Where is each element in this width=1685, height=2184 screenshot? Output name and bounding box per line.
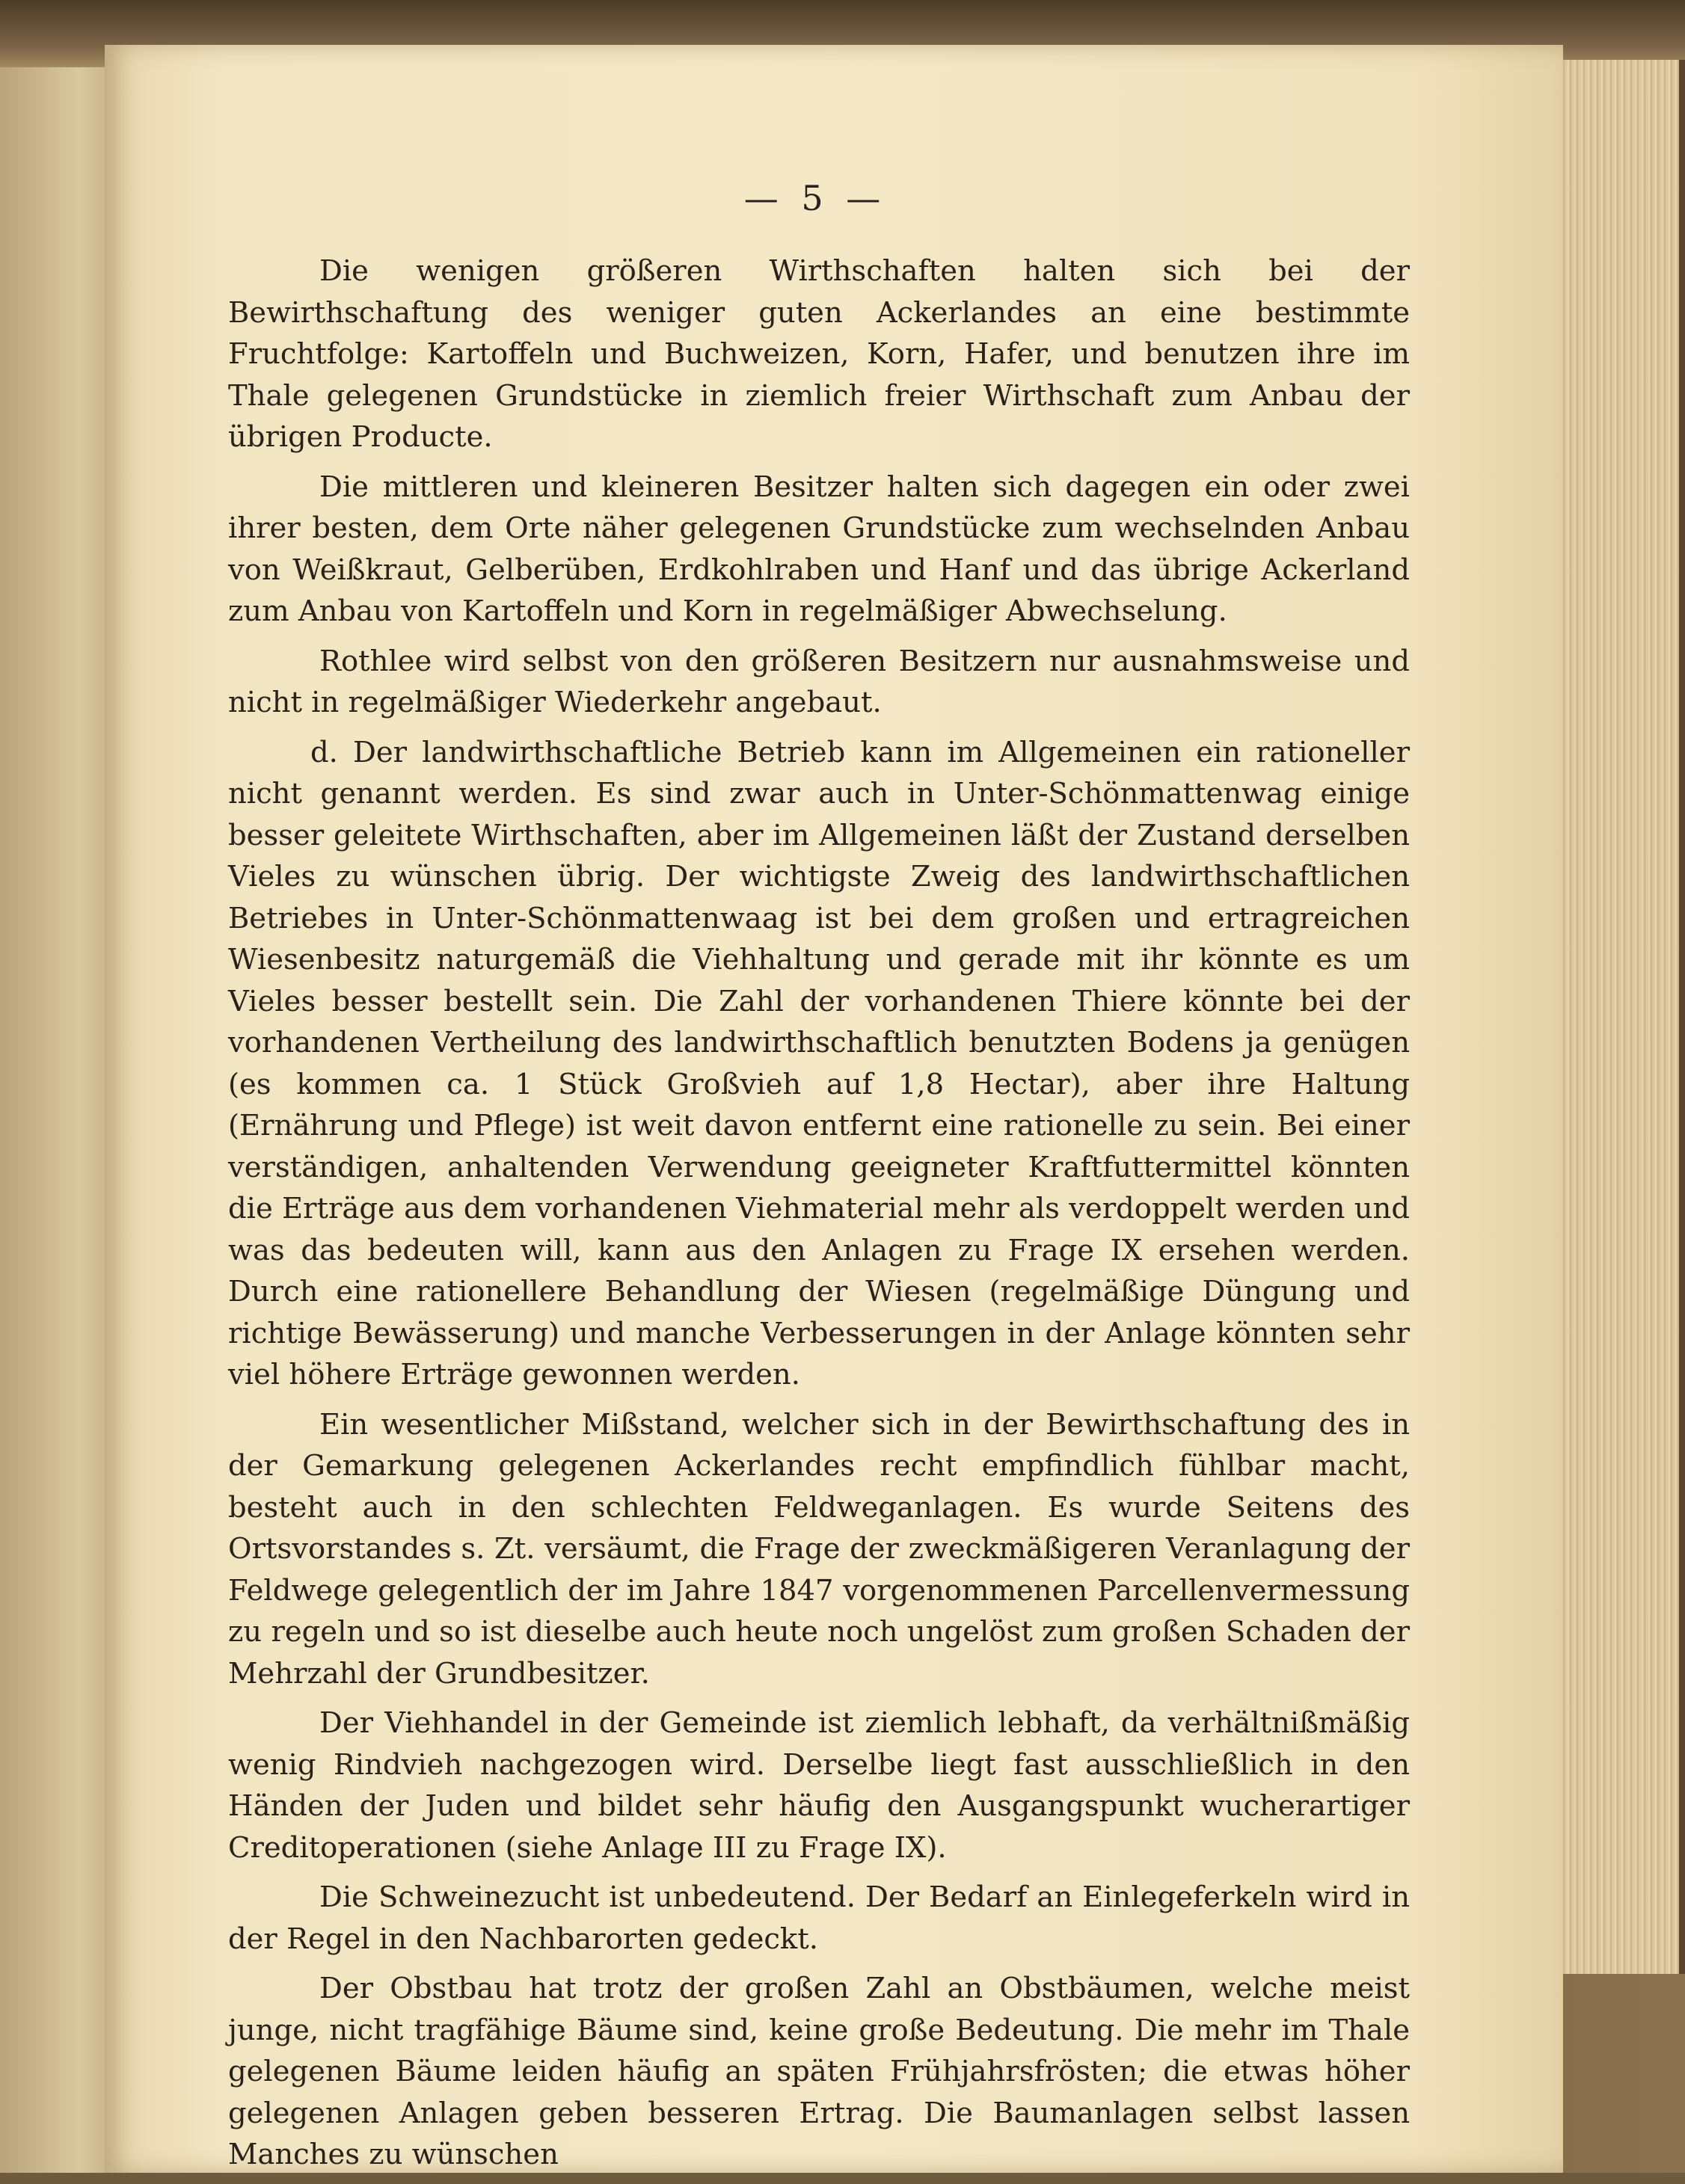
paragraph: Die Schweinezucht ist unbedeutend. Der Bedarf an Einlegeferkeln wird in der Regel in den Nachbarorten gedeckt. <box>228 1880 1410 1956</box>
paragraph: d. Der landwirthschaftliche Betrieb kann im Allgemeinen ein rationeller nicht genannt werden. Es sind zwar auch in Unter-Schönmattenwag einige besser geleitete Wirthschaften, aber im Allgemeinen läßt der Zustand derselben Vieles zu wünschen übrig. Der wichtigste Zweig des landwirthschaftlichen Betriebes in Unter-Schönmattenwaag ist bei dem großen und ertragreichen Wiesenbesitz naturgemäß die Viehhaltung und gerade mit ihr könnte es um Vieles besser bestellt sein. Die Zahl der vorhandenen Thiere könnte bei der vorhandenen Vertheilung des landwirthschaftlich benutzten Bodens ja genügen (es kommen ca. 1 Stück Großvieh auf 1,8 Hectar), aber ihre Haltung (Ernährung und Pflege) ist weit davon entfernt eine rationelle zu sein. Bei einer verständigen, anhaltenden Verwendung geeigneter Kraftfuttermittel könnten die Erträge aus dem vorhandenen Viehmaterial mehr als verdoppelt werden und was das bedeuten will, kann aus den Anlagen zu Frage IX ersehen werden. Durch eine rationellere Behandlung der Wiesen (regelmäßige Düngung und richtige Bewässerung) und manche Verbesserungen in der Anlage könnten sehr viel höhere Erträge gewonnen werden. <box>228 735 1410 1391</box>
paragraph: Ein wesentlicher Mißstand, welcher sich in der Bewirthschaftung des in der Gemarkung gelegenen Ackerlandes recht empfindlich fühlbar macht, besteht auch in den schlechten Feldweganlagen. Es wurde Seitens des Ortsvorstandes s. Zt. versäumt, die Frage der zweckmäßigeren Veranlagung der Feldwege gelegentlich der im Jahre 1847 vorgenommenen Parcellenvermessung zu regeln und so ist dieselbe auch heute noch ungelöst zum großen Schaden der Mehrzahl der Grundbesitzer. <box>228 1407 1410 1691</box>
paragraph: Der Viehhandel in der Gemeinde ist ziemlich lebhaft, da verhältnißmäßig wenig Rindvieh nachgezogen wird. Derselbe liegt fast ausschließlich in den Händen der Juden und bildet sehr häufig den Ausgangspunkt wucherartiger Creditoperationen (siehe Anlage III zu Frage IX). <box>228 1706 1410 1865</box>
body-text <box>228 250 1410 2184</box>
paragraph: Die wenigen größeren Wirthschaften halten sich bei der Bewirthschaftung des weniger guten Ackerlandes an eine bestimmte Fruchtfolge: Kartoffeln und Buchweizen, Korn, Hafer, und benutzen ihre im Thale gelegenen Grundstücke in ziemlich freier Wirthschaft zum Anbau der übrigen Producte. <box>228 254 1410 454</box>
page-number: — 5 — <box>743 178 887 218</box>
facing-page-edge <box>0 67 112 2173</box>
paragraph: Rothlee wird selbst von den größeren Besitzern nur ausnahmsweise und nicht in regelmäßiger Wiederkehr angebaut. <box>228 644 1410 719</box>
page-stack-edge <box>1559 60 1685 1974</box>
paragraph: Der Obstbau hat trotz der großen Zahl an Obstbäumen, welche meist junge, nicht tragfähige Bäume sind, keine große Bedeutung. Die mehr im Thale gelegenen Bäume leiden häufig an späten Frühjahrsfrösten; die etwas höher gelegenen Anlagen geben besseren Ertrag. Die Baumanlagen selbst lassen Manches zu wünschen <box>228 1972 1410 2171</box>
paragraph: Die mittleren und kleineren Besitzer halten sich dagegen ein oder zwei ihrer besten, dem Orte näher gelegenen Grundstücke zum wechselnden Anbau von Weißkraut, Gelberüben, Erdkohlraben und Hanf und das übrige Ackerland zum Anbau von Kartoffeln und Korn in regelmäßiger Abwechselung. <box>228 470 1410 628</box>
